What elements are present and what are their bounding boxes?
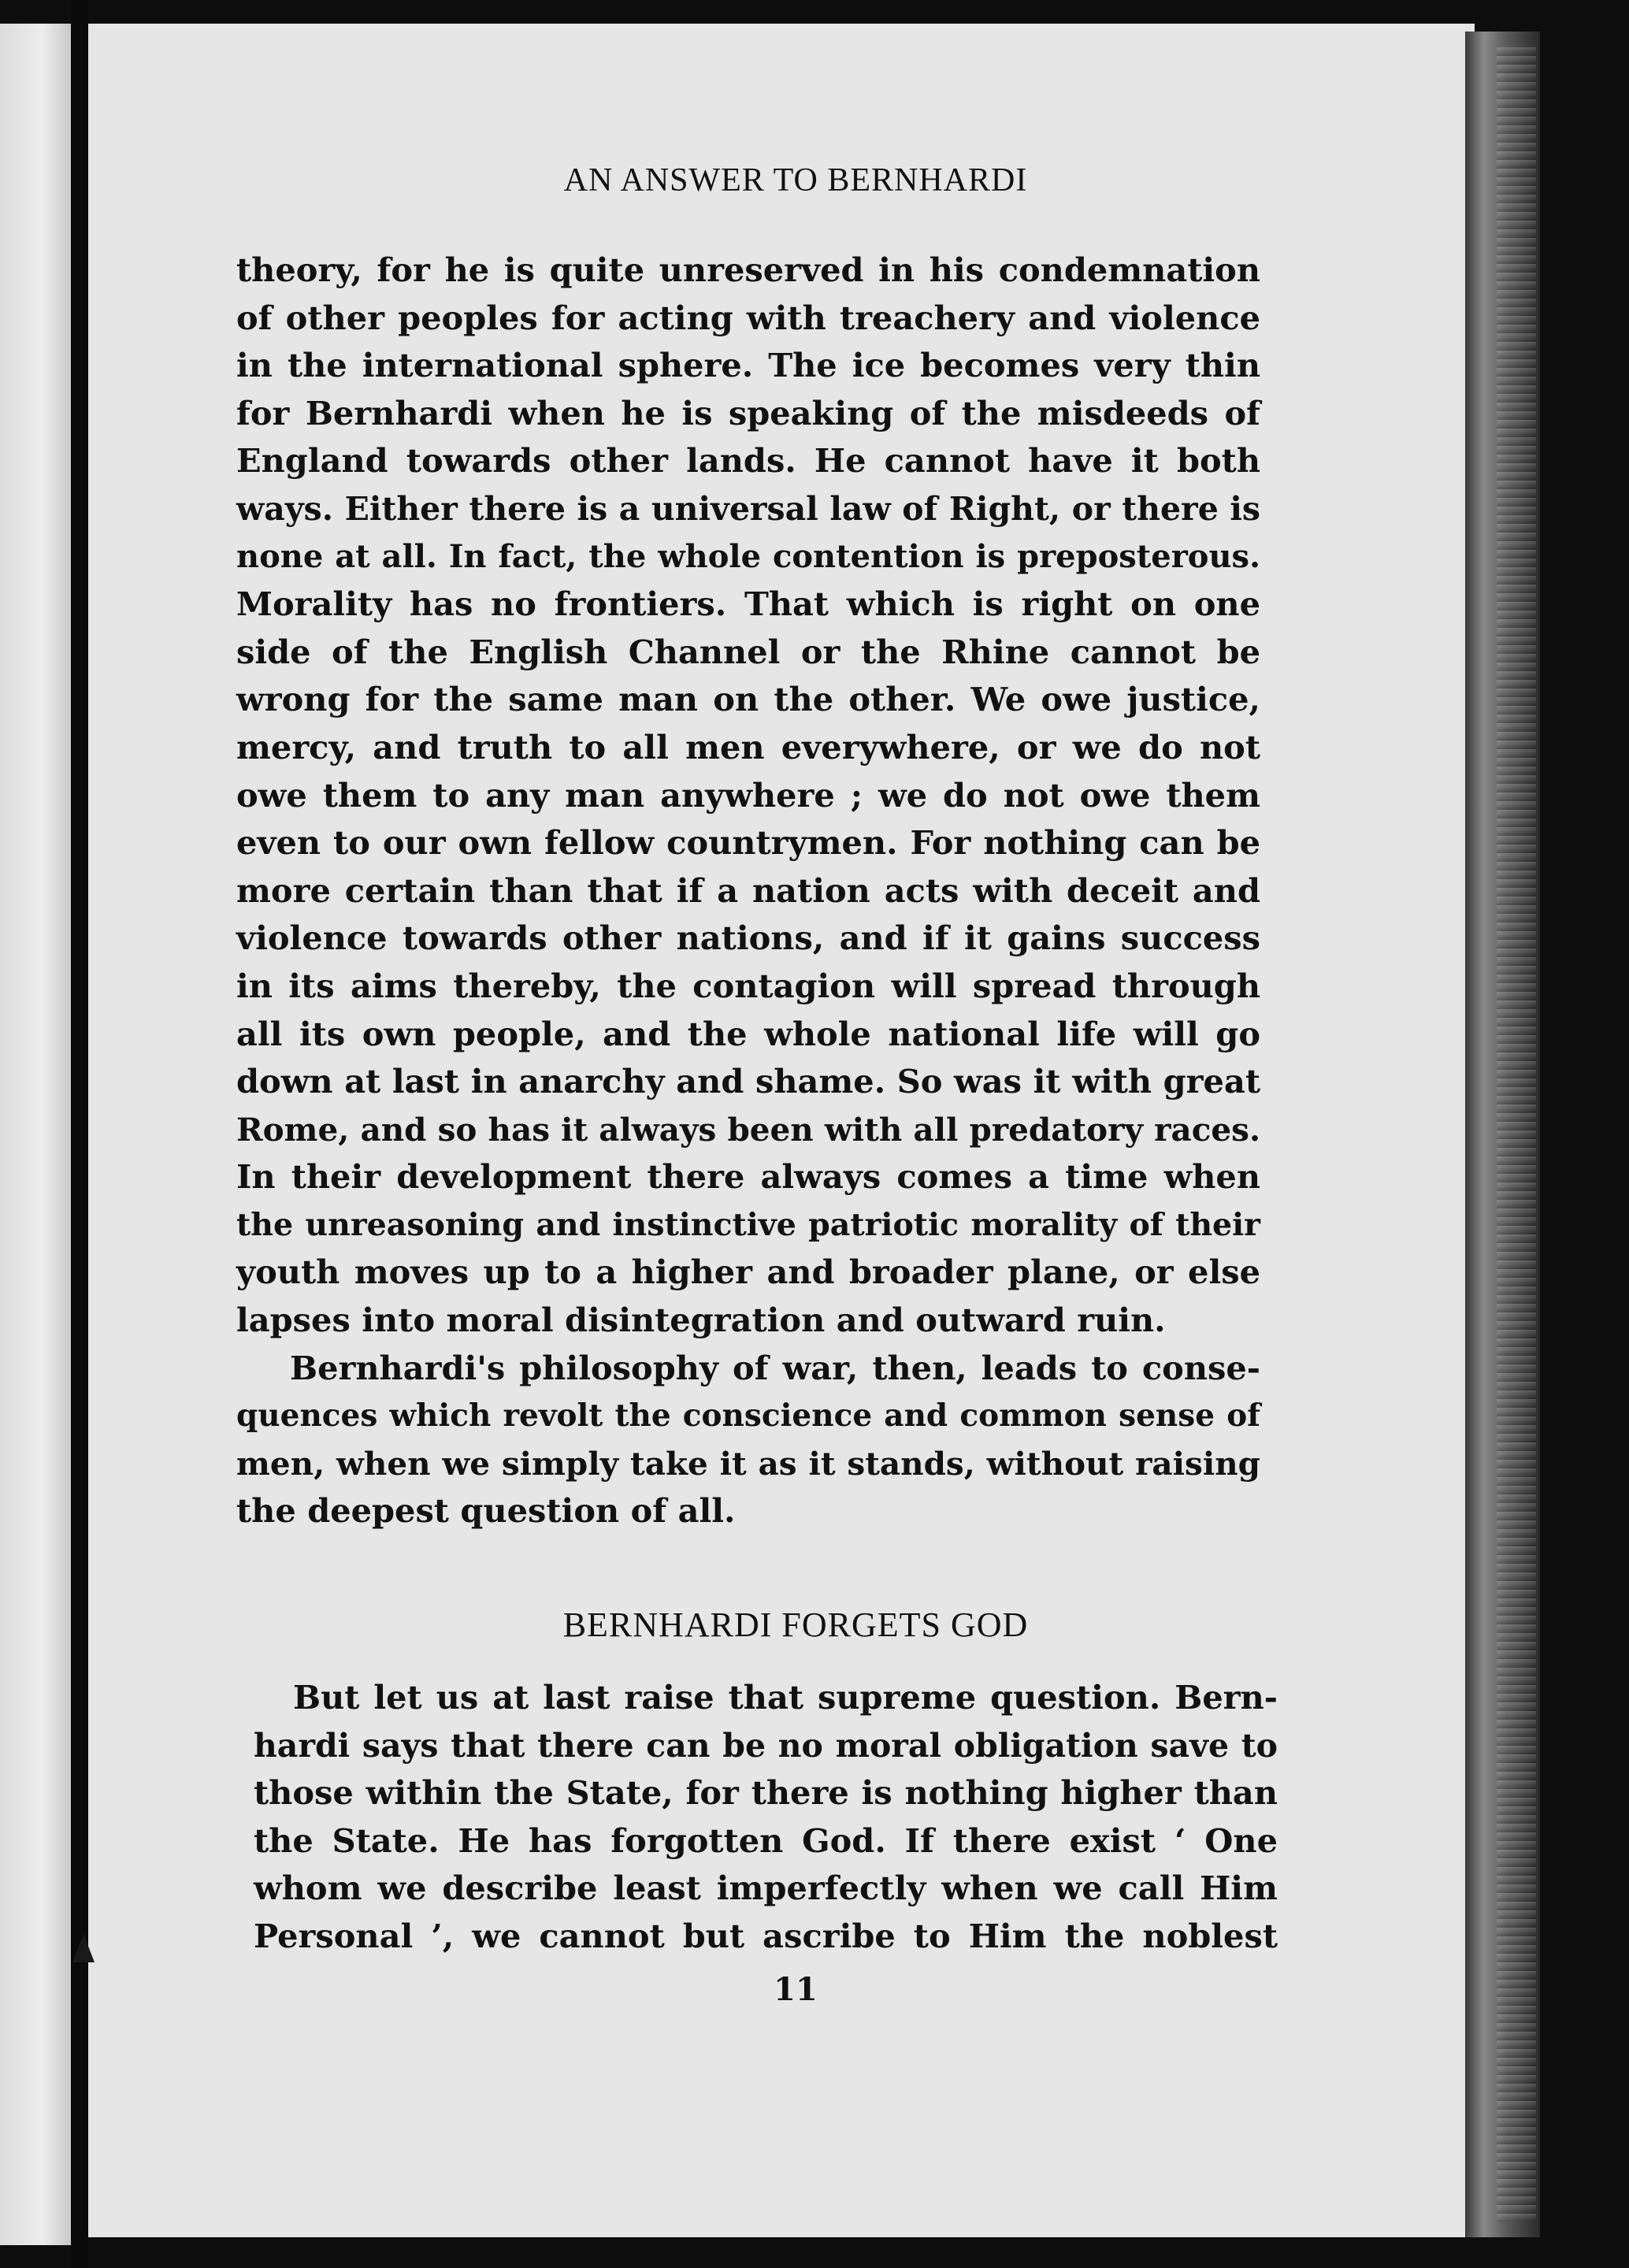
text-line: side of the English Channel or the Rhine cannot be <box>236 632 1260 671</box>
text-line: But let us at last raise that supreme question. Bern- <box>293 1678 1278 1717</box>
text-line: more certain than that if a nation acts with deceit and <box>236 870 1260 910</box>
page-stack-texture <box>1497 47 1536 2222</box>
text-line: Personal ’, we cannot but ascribe to Him the noblest <box>254 1916 1278 1955</box>
text-line: down at last in anarchy and shame. So was it with great <box>236 1062 1260 1101</box>
running-head: AN ANSWER TO BERNHARDI <box>563 162 1028 199</box>
text-line: lapses into moral disintegration and outward ruin. <box>236 1301 1166 1340</box>
text-line: youth moves up to a higher and broader plane, or else <box>236 1253 1260 1292</box>
page-number: 11 <box>774 1971 818 2008</box>
text-line: none at all. In fact, the whole contention is preposterous. <box>236 537 1260 575</box>
binding-gutter <box>71 0 88 2268</box>
text-line: for Bernhardi when he is speaking of the misdeeds of <box>236 393 1260 432</box>
paragraph-3 <box>254 1674 1278 1961</box>
text-line: violence towards other nations, and if it gains success <box>236 919 1260 958</box>
text-line: In their development there always comes a time when <box>236 1157 1260 1197</box>
text-line: men, when we simply take it as it stands, without raising <box>236 1444 1260 1483</box>
text-line: quences which revolt the conscience and common sense of <box>236 1398 1260 1435</box>
text-line: Rome, and so has it always been with all predatory races. <box>236 1110 1261 1149</box>
previous-page-edge <box>0 24 71 2245</box>
paragraph-1 <box>236 247 1260 1535</box>
text-line: England towards other lands. He cannot have it both <box>236 441 1260 481</box>
text-line: the unreasoning and instinctive patriotic morality of their <box>236 1206 1260 1243</box>
text-line: theory, for he is quite unreserved in his condemnation <box>236 251 1260 289</box>
text-line: Bernhardi's philosophy of war, then, leads to conse- <box>290 1348 1260 1387</box>
text-line: mercy, and truth to all men everywhere, or we do not <box>236 727 1260 767</box>
text-line: whom we describe least imperfectly when we call Him <box>254 1869 1278 1908</box>
text-line: the State. He has forgotten God. If there exist ‘ One <box>254 1821 1278 1860</box>
text-line: hardi says that there can be no moral obligation save to <box>254 1726 1278 1765</box>
text-line: Morality has no frontiers. That which is right on one <box>236 585 1260 624</box>
text-line: wrong for the same man on the other. We owe justice, <box>236 680 1260 719</box>
text-line: those within the State, for there is nothing higher than <box>254 1773 1278 1813</box>
text-line: of other peoples for acting with treachery and violence <box>236 298 1260 337</box>
text-line: even to our own fellow countrymen. For nothing can be <box>236 823 1260 863</box>
margin-mark-icon <box>72 1934 95 1962</box>
text-line: owe them to any man anywhere ; we do not owe them <box>236 775 1260 815</box>
text-line: ways. Either there is a universal law of Right, or there is <box>236 489 1260 528</box>
text-line: in the international sphere. The ice becomes very thin <box>236 346 1260 385</box>
text-line: the deepest question of all. <box>236 1491 736 1531</box>
section-heading: BERNHARDI FORGETS GOD <box>562 1605 1029 1644</box>
text-line: all its own people, and the whole national life will go <box>236 1014 1260 1053</box>
text-line: in its aims thereby, the contagion will spread through <box>236 966 1260 1005</box>
